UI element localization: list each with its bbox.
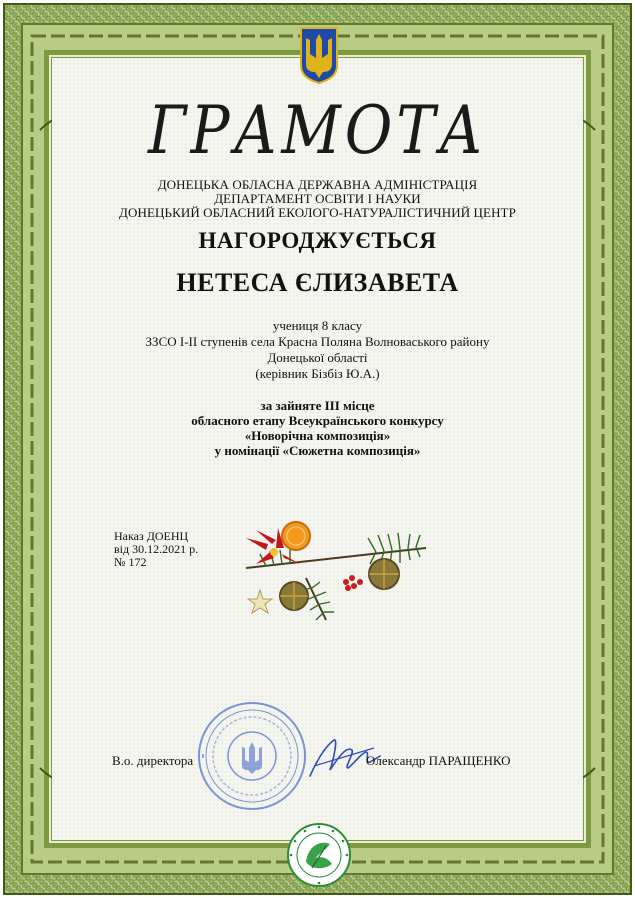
recipient-name: НЕТЕСА ЄЛИЗАВЕТА (176, 268, 459, 297)
order-reference (114, 530, 198, 569)
signatory-name: Олександр ПАРАЩЕНКО (366, 753, 511, 768)
eco-center-logo-icon (286, 822, 352, 888)
order-line: Наказ ДОЕНЦ (114, 529, 189, 543)
info-line: Донецької області (267, 350, 368, 365)
reason-line: «Новорічна композиція» (244, 428, 391, 443)
order-line: № 172 (114, 555, 147, 569)
recipient-info (0, 318, 635, 382)
award-reason (0, 398, 635, 458)
trident-emblem-icon (299, 26, 339, 84)
award-heading: НАГОРОДЖУЄТЬСЯ (198, 228, 437, 253)
organization-line: ДОНЕЦЬКИЙ ОБЛАСНИЙ ЕКОЛОГО-НАТУРАЛІСТИЧНИЙ ЦЕНТР (119, 205, 516, 220)
reason-line: обласного етапу Всеукраїнського конкурсу (191, 413, 444, 428)
christmas-decoration-icon (226, 508, 444, 630)
certificate-title: ГРАМОТА (148, 90, 487, 170)
info-line: учениця 8 класу (272, 318, 363, 333)
order-line: від 30.12.2021 р. (114, 542, 199, 556)
organization-line: ДОНЕЦЬКА ОБЛАСНА ДЕРЖАВНА АДМІНІСТРАЦІЯ (157, 177, 478, 192)
info-line: (керівник Бізбіз Ю.А.) (255, 366, 380, 381)
signatory-position: В.о. директора (112, 753, 194, 768)
official-stamp-icon (196, 700, 308, 812)
info-line: ЗЗСО І-ІІ ступенів села Красна Поляна Волноваського району (145, 334, 490, 349)
organization-line: ДЕПАРТАМЕНТ ОСВІТИ І НАУКИ (214, 191, 421, 206)
reason-line: за зайняте ІІІ місце (260, 398, 375, 413)
organization-names (0, 178, 635, 220)
reason-line: у номінації «Сюжетна композиція» (214, 443, 421, 458)
